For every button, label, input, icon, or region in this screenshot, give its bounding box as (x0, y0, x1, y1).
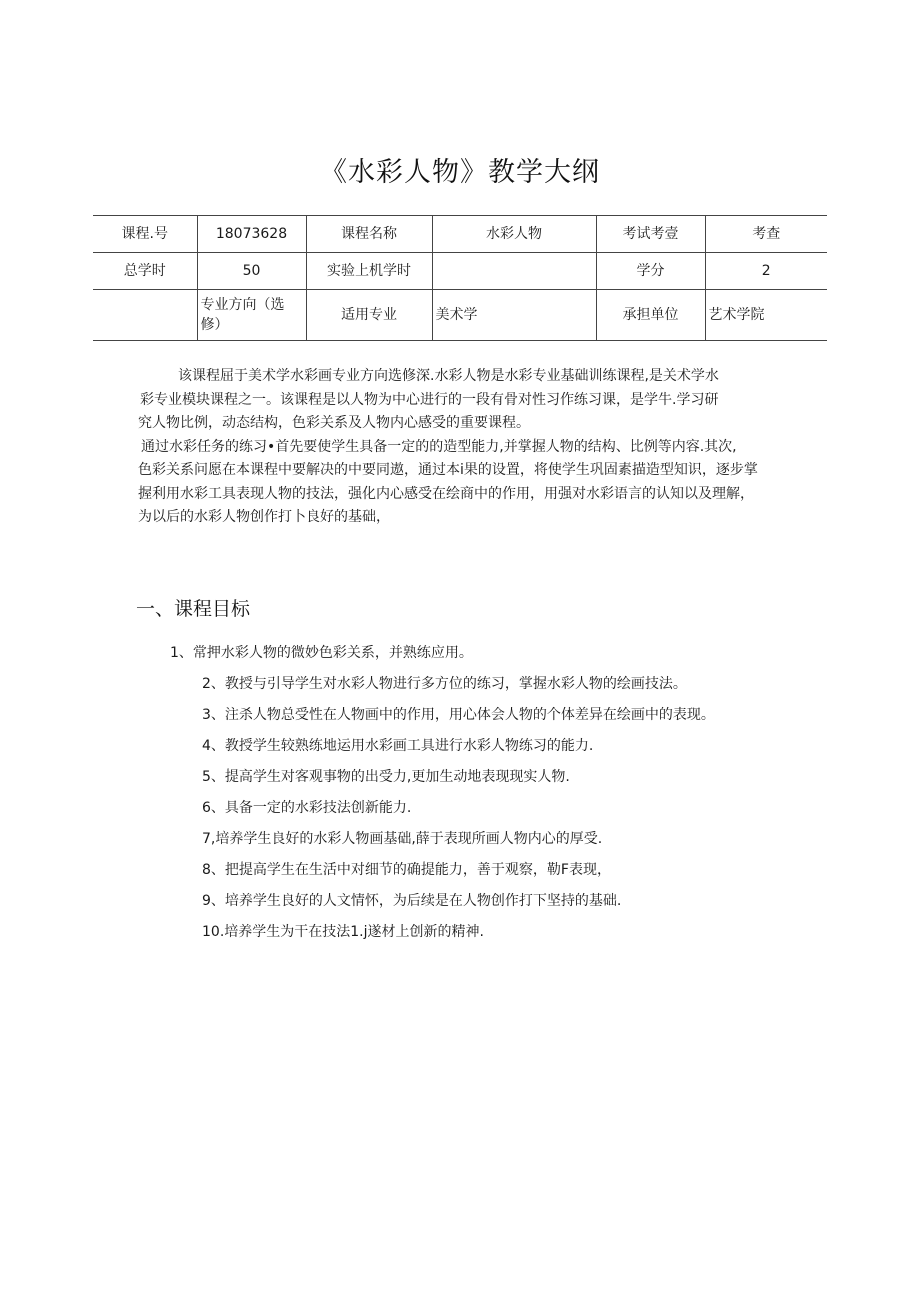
label-credits: 学分 (596, 253, 705, 290)
value-lab-hours (432, 253, 596, 290)
intro-line: 为以后的水彩人物创作打卜良好的基础， (138, 509, 390, 525)
value-applicable-major: 美术学 (432, 290, 596, 341)
page-title: 《水彩人物》教学大纲 (320, 157, 600, 188)
list-item: 10.培养学生为干在技法1.j遂材上创新的精神. (202, 924, 484, 940)
label-total-hours: 总学时 (93, 253, 197, 290)
label-lab-hours: 实验上机学时 (306, 253, 432, 290)
section-heading-course-goals: 一、课程目标 (136, 598, 251, 620)
label-course-code: 课程.号 (93, 216, 197, 253)
list-item: 6、具备一定的水彩技法创新能力. (202, 800, 412, 816)
list-item: 2、教授与引导学生对水彩人物进行多方位的练习，掌握水彩人物的绘画技法。 (202, 676, 687, 692)
list-item: 8、把提高学生在生活中对细节的确提能力，善于观察，勒F表现， (202, 862, 611, 878)
list-item: 3、注杀人物总受性在人物画中的作用，用心体会人物的个体差异在绘画中的表现。 (202, 707, 715, 723)
label-course-name: 课程名称 (306, 216, 432, 253)
list-item: 9、培养学生良好的人文情怀，为后续是在人物创作打下坚持的基础. (202, 893, 622, 909)
value-department: 艺术学院 (705, 290, 827, 341)
course-info-table (93, 215, 827, 341)
table-row (93, 290, 827, 341)
list-item: 7,培养学生良好的水彩人物画基础,薛于表现所画人物内心的厚受. (202, 831, 603, 847)
intro-line: 彩专业模块课程之一。该课程是以人物为中心进行的一段有骨对性习作练习课，是学牛.学习研 (140, 391, 719, 408)
value-exam-type: 考查 (705, 216, 827, 253)
table-row (93, 253, 827, 290)
label-department: 承担单位 (596, 290, 705, 341)
course-description (138, 365, 828, 530)
list-item: 1、常押水彩人物的微妙色彩关系，并熟练应用。 (170, 645, 473, 661)
empty-cell (93, 290, 197, 341)
intro-line: 该课程屈于美术学水彩画专业方向选修深.水彩人物是水彩专业基础训练课程,是关术学水 (178, 368, 719, 384)
label-applicable-major: 适用专业 (306, 290, 432, 341)
table-row (93, 216, 827, 253)
value-credits: 2 (705, 253, 827, 290)
list-item: 4、教授学生较熟练地运用水彩画工具进行水彩人物练习的能力. (202, 738, 594, 754)
intro-line: 色彩关系问愿在本课程中要解决的中要同遨，通过本i果的设置，将使学生巩固素描造型知识，逐步掌 (138, 462, 758, 478)
intro-line: 究人物比例，动态结构，色彩关系及人物内心感受的重要课程。 (138, 415, 530, 431)
intro-line: 握利用水彩工具表现人物的技法，强化内心感受在绘商中的作用，用强对水彩语言的认知以及理解， (138, 485, 754, 502)
value-course-name: 水彩人物 (432, 216, 596, 253)
intro-line: 通过水彩任务的练习•首先要使学生具备一定的的造型能力,并掌握人物的结构、比例等内容.其次, (141, 438, 737, 455)
label-exam-type: 考试考壹 (596, 216, 705, 253)
label-direction: 专业方向（选修） (197, 290, 306, 341)
list-item: 5、提高学生对客观事物的出受力,更加生动地表现现实人物. (202, 769, 570, 785)
value-course-code: 18073628 (197, 216, 306, 253)
value-total-hours: 50 (197, 253, 306, 290)
